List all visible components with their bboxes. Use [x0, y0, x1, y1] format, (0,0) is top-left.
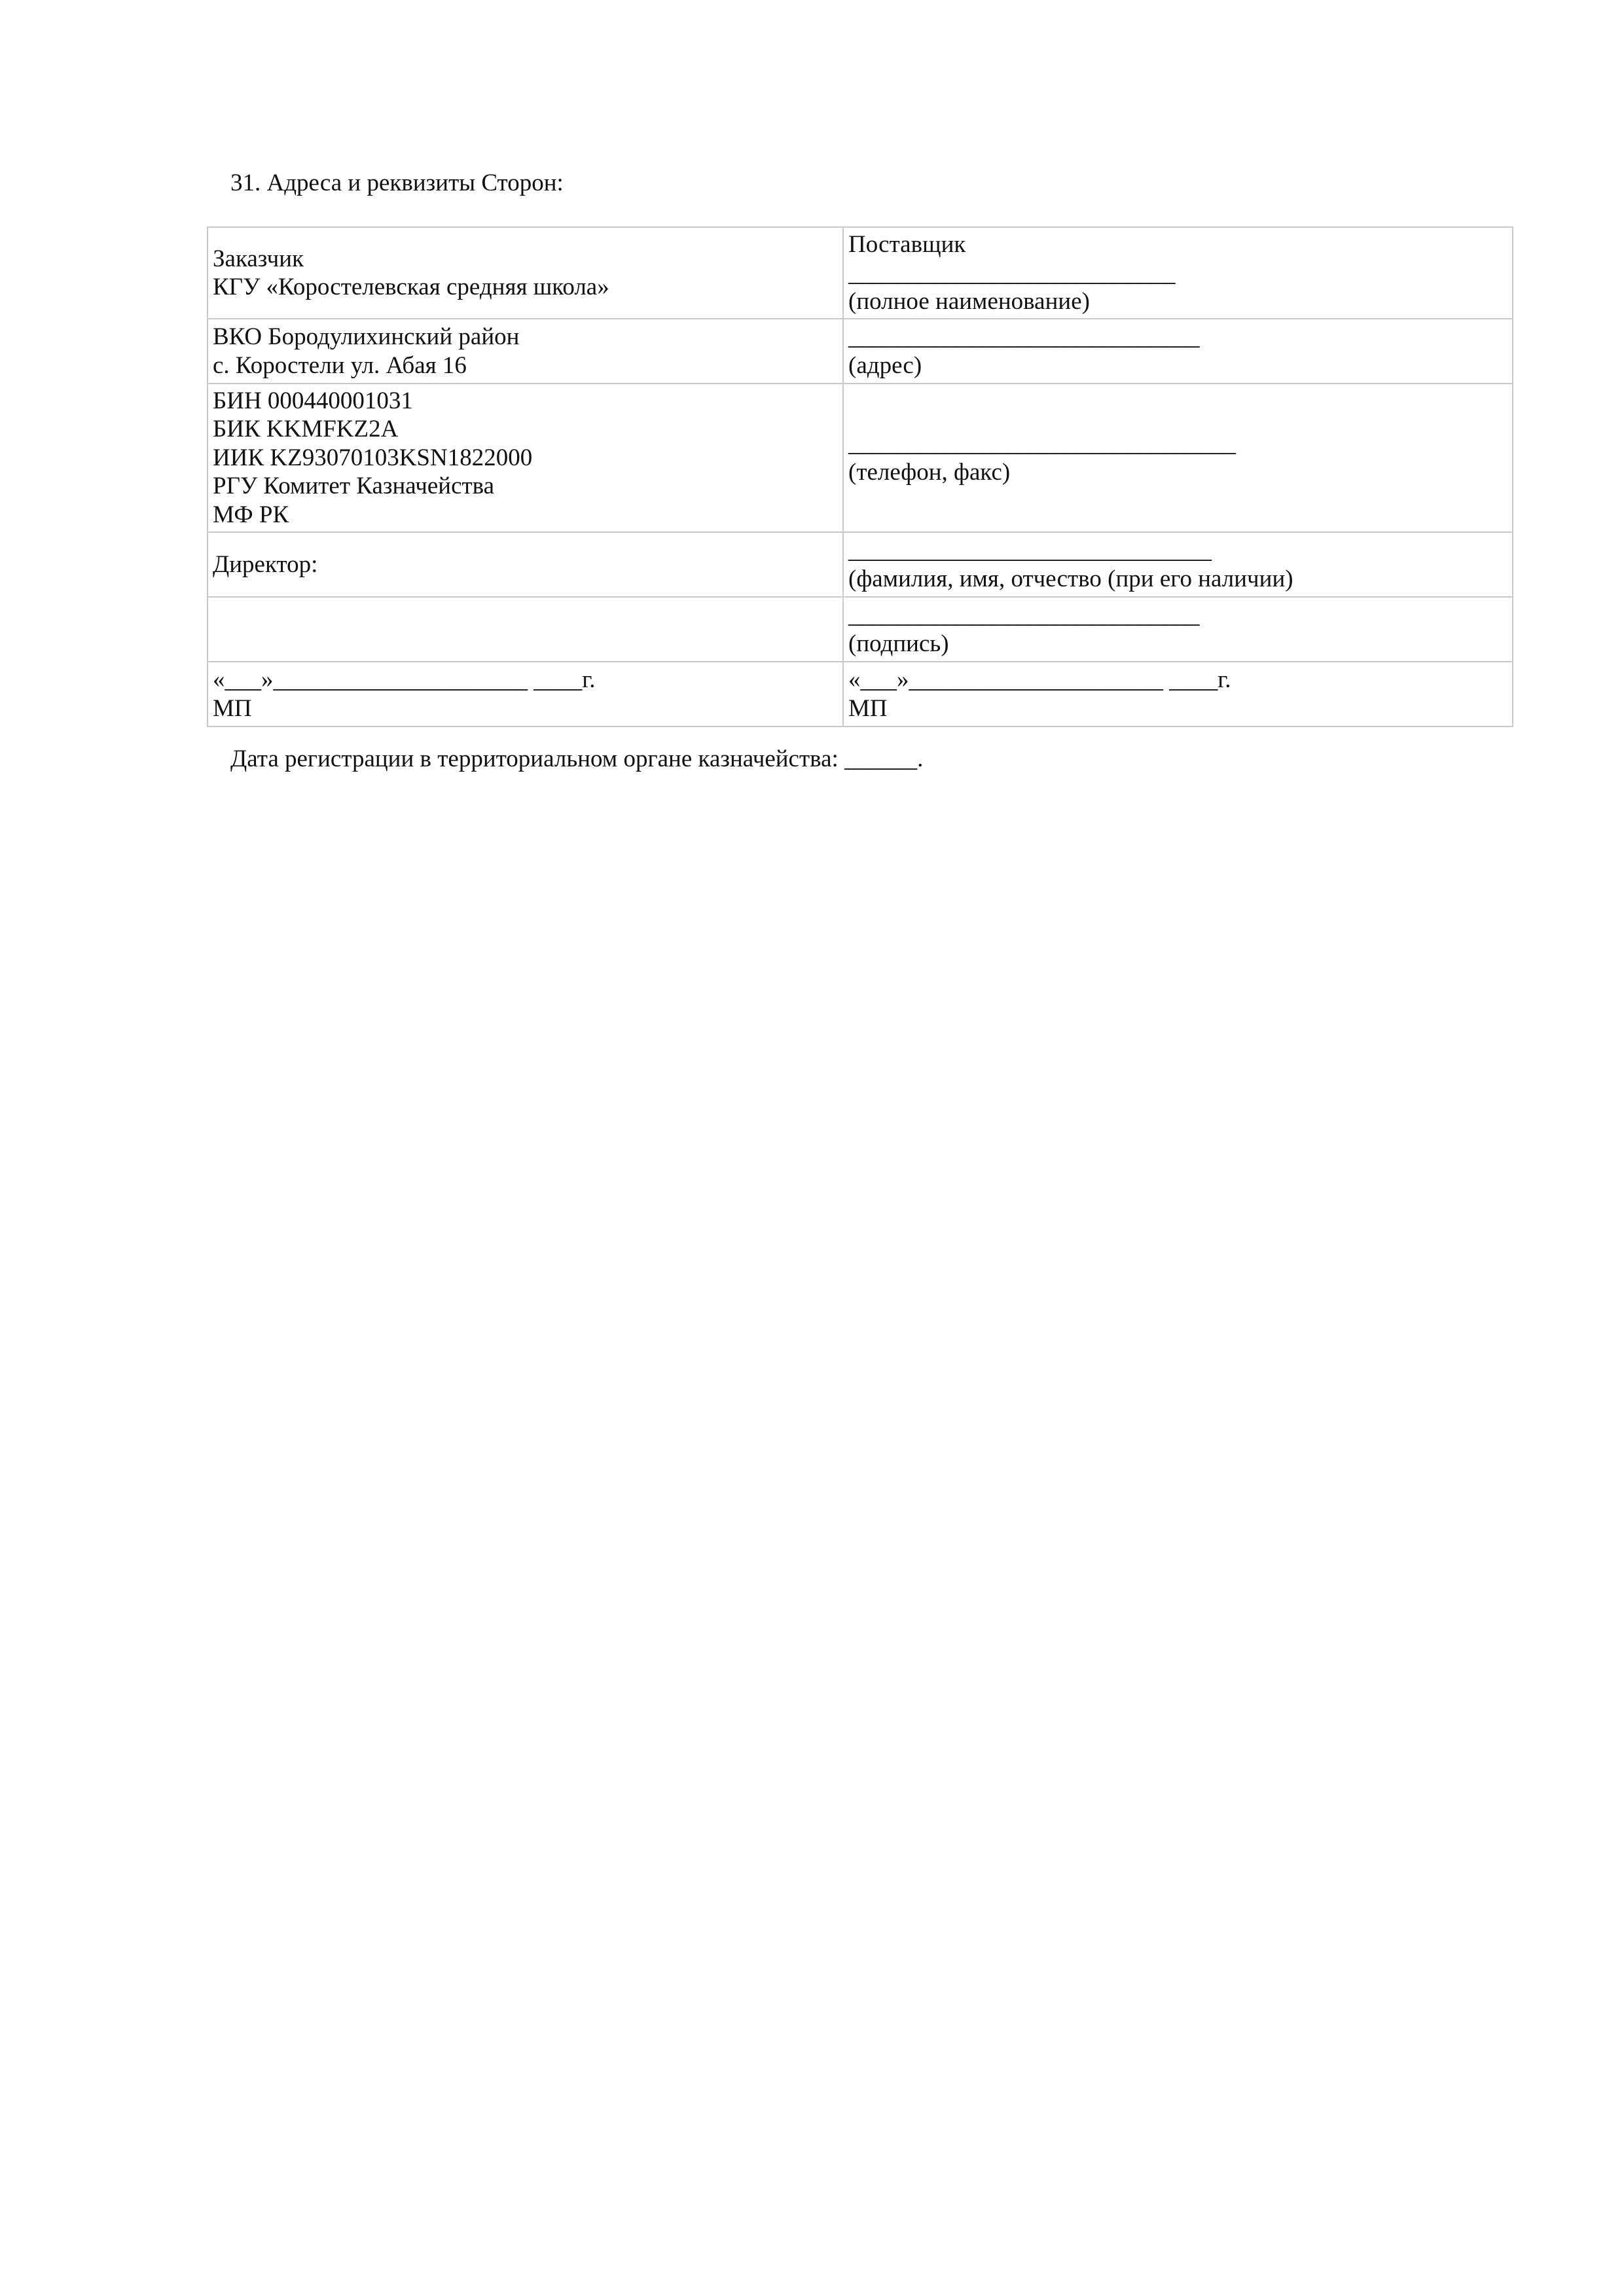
table-row	[208, 227, 1513, 319]
supplier-stamp-label: МП	[848, 694, 888, 722]
customer-role-label: Заказчик	[213, 245, 304, 272]
supplier-signature-blank: _____________________________	[848, 601, 1200, 628]
supplier-name-blank: ___________________________	[848, 259, 1176, 287]
supplier-signature-caption: (подпись)	[848, 630, 949, 657]
supplier-phone-caption: (телефон, факс)	[848, 458, 1011, 486]
customer-stamp-label: МП	[213, 694, 252, 722]
supplier-fio-caption: (фамилия, имя, отчество (при его наличии)	[848, 565, 1293, 592]
supplier-signature-cell	[843, 597, 1513, 662]
table-row	[208, 597, 1513, 662]
supplier-date-cell	[843, 662, 1513, 726]
supplier-name-caption: (полное наименование)	[848, 288, 1090, 315]
table-row	[208, 384, 1513, 532]
customer-date-line: «___»_____________________ ____г.	[213, 666, 596, 693]
supplier-fio-blank: ______________________________	[848, 537, 1212, 564]
supplier-fio-cell	[843, 532, 1513, 597]
customer-bank-details-cell	[208, 384, 843, 532]
customer-name-cell	[208, 227, 843, 319]
supplier-address-caption: (адрес)	[848, 351, 922, 379]
table-row	[208, 662, 1513, 726]
customer-address-line-1: ВКО Бородулихинский район	[213, 323, 520, 350]
table-row	[208, 532, 1513, 597]
supplier-address-cell	[843, 319, 1513, 384]
supplier-phone-blank: ________________________________	[848, 430, 1236, 457]
customer-signature-cell	[208, 597, 843, 662]
customer-address-cell	[208, 319, 843, 384]
customer-name: КГУ «Коростелевская средняя школа»	[213, 274, 609, 301]
parties-requisites-table	[207, 226, 1513, 727]
customer-bin: БИН 000440001031	[213, 387, 413, 414]
customer-iik: ИИК KZ93070103KSN1822000	[213, 444, 533, 471]
customer-date-cell	[208, 662, 843, 726]
customer-bank-line-1: РГУ Комитет Казначейства	[213, 473, 495, 500]
customer-bik: БИК KKMFKZ2A	[213, 416, 399, 443]
customer-address-line-2: с. Коростели ул. Абая 16	[213, 351, 467, 379]
section-heading: 31. Адреса и реквизиты Сторон:	[230, 170, 564, 196]
table-row	[208, 319, 1513, 384]
customer-bank-line-2: МФ РК	[213, 501, 289, 528]
customer-director-label: Директор:	[213, 550, 318, 578]
supplier-date-line: «___»_____________________ ____г.	[848, 666, 1231, 693]
customer-director-cell	[208, 532, 843, 597]
supplier-phone-cell	[843, 384, 1513, 532]
registration-date-line: Дата регистрации в территориальном органе казначейства: ______.	[230, 745, 924, 772]
supplier-address-blank: _____________________________	[848, 323, 1200, 350]
supplier-role-label: Поставщик	[848, 231, 966, 258]
supplier-name-cell	[843, 227, 1513, 319]
